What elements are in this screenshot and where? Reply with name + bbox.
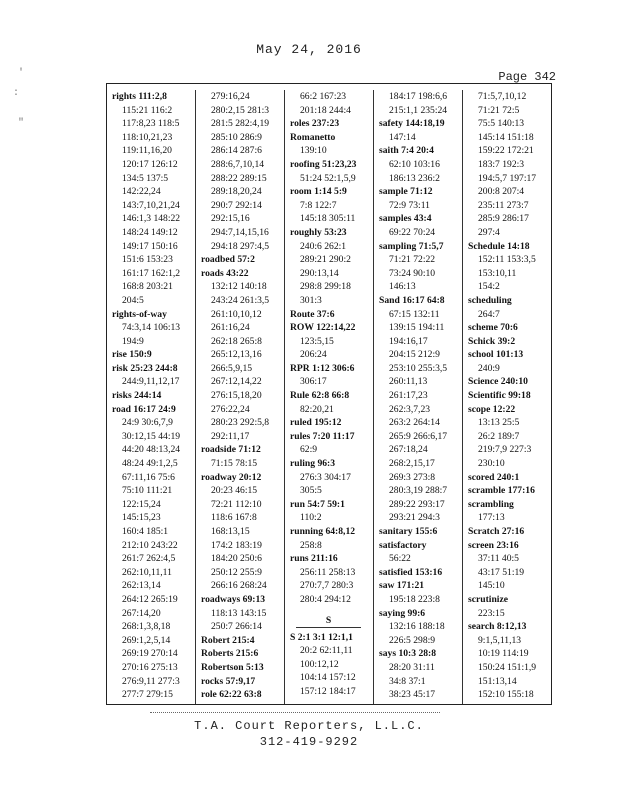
index-reference: 200:8 207:4 <box>478 186 525 198</box>
index-reference: 118:13 143:15 <box>211 607 267 619</box>
index-reference: 151:13,14 <box>478 675 517 687</box>
index-reference: 142:22,24 <box>122 186 161 198</box>
index-reference: 201:18 244:4 <box>300 104 351 116</box>
index-reference: 267:18,24 <box>389 444 428 456</box>
index-term: room 1:14 5:9 <box>290 186 347 198</box>
index-reference: 120:17 126:12 <box>122 158 178 170</box>
index-reference: 266:5,9,15 <box>211 362 253 374</box>
index-reference: 297:4 <box>478 226 500 238</box>
index-reference: 288:6,7,10,14 <box>211 158 265 170</box>
index-reference: 226:5 298:9 <box>389 634 436 646</box>
index-reference: 147:14 <box>389 131 416 143</box>
index-term: scheme 70:6 <box>468 322 518 334</box>
index-reference: 110:2 <box>300 512 322 524</box>
index-reference: 186:13 236:2 <box>389 172 440 184</box>
index-term: RPR 1:12 306:6 <box>290 362 355 374</box>
index-reference: 265:12,13,16 <box>211 349 262 361</box>
footer-company: T.A. Court Reporters, L.L.C. <box>194 719 424 733</box>
index-term: sanitary 155:6 <box>379 526 438 537</box>
index-reference: 292:11,17 <box>211 430 250 442</box>
index-reference: 279:16,24 <box>211 91 250 102</box>
index-reference: 258:8 <box>300 539 322 551</box>
index-reference: 261:16,24 <box>211 322 250 334</box>
index-term: Science 240:10 <box>468 376 528 388</box>
index-reference: 148:24 149:12 <box>122 226 178 238</box>
index-reference: 270:16 275:13 <box>122 661 178 673</box>
index-reference: 38:23 45:17 <box>389 689 436 701</box>
index-term: Romanetto <box>290 131 336 143</box>
index-term: scored 240:1 <box>468 471 520 483</box>
index-reference: 276:15,18,20 <box>211 390 262 402</box>
index-term: rise 150:9 <box>112 349 152 361</box>
index-term: Rule 62:8 66:8 <box>290 390 350 402</box>
index-reference: 7:8 122:7 <box>300 199 337 211</box>
index-term: running 64:8,12 <box>290 526 356 537</box>
index-column <box>463 90 551 704</box>
index-reference: 240:6 262:1 <box>300 240 347 252</box>
index-reference: 30:12,15 44:19 <box>122 430 181 442</box>
section-letter: S <box>296 615 361 628</box>
index-term: scheduling <box>468 294 512 306</box>
index-reference: 194:5,7 197:17 <box>478 172 537 184</box>
index-reference: 146:1,3 148:22 <box>122 213 181 225</box>
index-reference: 104:14 157:12 <box>300 672 356 684</box>
index-reference: 250:12 255:9 <box>211 566 262 578</box>
index-reference: 118:6 167:8 <box>211 512 257 524</box>
index-term: runs 211:16 <box>290 553 338 565</box>
index-term: rights-of-way <box>112 308 167 320</box>
index-reference: 305:5 <box>300 485 322 497</box>
index-reference: 267:14,20 <box>122 607 161 619</box>
index-reference: 72:21 112:10 <box>211 498 262 510</box>
index-reference: 204:15 212:9 <box>389 349 440 361</box>
index-term: rocks 57:9,17 <box>201 675 256 687</box>
index-term: scrutinize <box>468 593 508 605</box>
index-term: Schedule 14:18 <box>468 240 530 252</box>
index-reference: 289:21 290:2 <box>300 254 351 266</box>
index-term: samples 43:4 <box>379 213 432 225</box>
page-number: Page 342 <box>498 70 556 84</box>
index-reference: 71:21 72:5 <box>478 104 520 116</box>
index-reference: 280:3,19 288:7 <box>389 485 448 497</box>
index-term: Robertson 5:13 <box>201 661 264 673</box>
index-term: says 10:3 28:8 <box>379 648 437 660</box>
index-reference: 219:7,9 227:3 <box>478 444 532 456</box>
index-reference: 276:9,11 277:3 <box>122 675 180 687</box>
index-reference: 157:12 184:17 <box>300 685 356 697</box>
index-reference: 268:2,15,17 <box>389 458 435 470</box>
index-reference: 270:7,7 280:3 <box>300 580 354 592</box>
index-term: road 16:17 24:9 <box>112 403 176 415</box>
index-term: sample 71:12 <box>379 186 433 198</box>
index-reference: 280:23 292:5,8 <box>211 417 270 429</box>
index-reference: 267:12,14,22 <box>211 376 262 388</box>
index-reference: 143:7,10,21,24 <box>122 199 180 211</box>
index-reference: 230:10 <box>478 458 505 470</box>
index-reference: 250:7 266:14 <box>211 621 262 633</box>
index-reference: 281:5 282:4,19 <box>211 118 270 130</box>
index-reference: 264:12 265:19 <box>122 593 178 605</box>
index-reference: 269:3 273:8 <box>389 471 436 483</box>
index-reference: 194:16,17 <box>389 335 428 347</box>
index-term: scramble 177:16 <box>468 485 535 497</box>
index-term: Scratch 27:16 <box>468 526 525 537</box>
index-reference: 145:18 305:11 <box>300 213 356 225</box>
index-column <box>285 90 374 704</box>
index-reference: 289:18,20,24 <box>211 186 262 198</box>
index-reference: 159:22 172:21 <box>478 145 534 157</box>
index-term: Scientific 99:18 <box>468 390 531 402</box>
index-reference: 67:11,16 75:6 <box>122 471 175 483</box>
index-reference: 261:7 262:4,5 <box>122 553 176 565</box>
index-reference: 276:3 304:17 <box>300 471 351 483</box>
index-reference: 204:5 <box>122 294 144 306</box>
index-reference: 51:24 52:1,5,9 <box>300 172 356 184</box>
index-reference: 9:1,5,11,13 <box>478 634 522 646</box>
index-reference: 286:14 287:6 <box>211 145 262 157</box>
index-term: risks 244:14 <box>112 390 162 402</box>
index-reference: 74:3,14 106:13 <box>122 322 181 334</box>
index-reference: 67:15 132:11 <box>389 308 440 320</box>
index-reference: 13:13 25:5 <box>478 417 520 429</box>
index-term: scope 12:22 <box>468 403 516 415</box>
index-reference: 10:19 114:19 <box>478 648 529 660</box>
index-reference: 194:9 <box>122 335 144 347</box>
index-reference: 177:13 <box>478 512 505 524</box>
index-reference: 264:7 <box>478 308 500 320</box>
index-reference: 48:24 49:1,2,5 <box>122 458 178 470</box>
index-term: satisfied 153:16 <box>379 566 443 578</box>
index-term: S 2:1 3:1 12:1,1 <box>290 631 353 643</box>
index-term: Roberts 215:6 <box>201 648 259 660</box>
footer-divider <box>150 712 440 713</box>
index-reference: 262:13,14 <box>122 580 161 592</box>
index-reference: 215:1,1 235:24 <box>389 104 448 116</box>
index-reference: 285:9 286:17 <box>478 213 529 225</box>
index-term: ruling 96:3 <box>290 458 336 470</box>
index-reference: 261:17,23 <box>389 390 428 402</box>
index-reference: 160:4 185:1 <box>122 526 169 537</box>
index-reference: 256:11 258:13 <box>300 566 356 578</box>
index-reference: 75:5 140:13 <box>478 118 525 130</box>
margin-mark: ' <box>18 68 25 79</box>
index-reference: 301:3 <box>300 294 322 306</box>
index-reference: 262:18 265:8 <box>211 335 262 347</box>
index-reference: 244:9,11,12,17 <box>122 376 180 388</box>
index-term: saw 171:21 <box>379 580 425 592</box>
index-term: roadway 20:12 <box>201 471 262 483</box>
index-reference: 73:24 90:10 <box>389 267 436 279</box>
index-reference: 280:4 294:12 <box>300 593 351 605</box>
index-reference: 44:20 48:13,24 <box>122 444 181 456</box>
index-column <box>107 90 196 704</box>
index-term: ruled 195:12 <box>290 417 342 429</box>
index-reference: 37:11 40:5 <box>478 553 519 565</box>
index-term: risk 25:23 244:8 <box>112 362 178 374</box>
index-reference: 168:13,15 <box>211 526 250 537</box>
index-reference: 261:10,10,12 <box>211 308 262 320</box>
index-reference: 71:21 72:22 <box>389 254 436 266</box>
index-reference: 212:10 243:22 <box>122 539 178 551</box>
margin-mark: " <box>18 118 25 129</box>
index-term: scrambling <box>468 498 514 510</box>
index-reference: 146:13 <box>389 281 416 293</box>
index-reference: 122:15,24 <box>122 498 161 510</box>
index-reference: 235:11 273:7 <box>478 199 529 211</box>
index-reference: 134:5 137:5 <box>122 172 169 184</box>
index-term: school 101:13 <box>468 349 524 361</box>
index-reference: 153:10,11 <box>478 267 517 279</box>
index-reference: 132:12 140:18 <box>211 281 267 293</box>
index-term: roadbed 57:2 <box>201 254 255 266</box>
margin-mark: : <box>13 88 20 99</box>
header-date: May 24, 2016 <box>256 42 362 57</box>
index-reference: 253:10 255:3,5 <box>389 362 448 374</box>
index-reference: 75:10 111:21 <box>122 485 173 497</box>
index-reference: 269:19 270:14 <box>122 648 178 660</box>
index-reference: 168:8 203:21 <box>122 281 173 293</box>
index-reference: 123:5,15 <box>300 335 334 347</box>
index-reference: 276:22,24 <box>211 403 250 415</box>
index-term: roofing 51:23,23 <box>290 158 357 170</box>
index-reference: 151:6 153:23 <box>122 254 173 266</box>
index-reference: 145:15,23 <box>122 512 161 524</box>
index-reference: 195:18 223:8 <box>389 593 440 605</box>
index-reference: 184:20 250:6 <box>211 553 262 565</box>
index-term: satisfactory <box>379 539 427 551</box>
index-term: rights 111:2,8 <box>112 91 167 102</box>
index-reference: 240:9 <box>478 362 500 374</box>
index-term: sampling 71:5,7 <box>379 240 444 252</box>
index-reference: 161:17 162:1,2 <box>122 267 181 279</box>
index-reference: 292:15,16 <box>211 213 250 225</box>
index-reference: 294:7,14,15,16 <box>211 226 269 238</box>
index-reference: 290:7 292:14 <box>211 199 262 211</box>
index-term: roadways 69:13 <box>201 593 266 605</box>
index-reference: 265:9 266:6,17 <box>389 430 448 442</box>
index-reference: 298:8 299:18 <box>300 281 351 293</box>
index-reference: 115:21 116:2 <box>122 104 173 116</box>
index-term: saith 7:4 20:4 <box>379 145 434 157</box>
index-reference: 20:2 62:11,11 <box>300 645 353 657</box>
index-term: roughly 53:23 <box>290 226 347 238</box>
index-reference: 26:2 189:7 <box>478 430 520 442</box>
index-reference: 66:2 167:23 <box>300 91 347 102</box>
word-index-table <box>106 83 552 705</box>
index-term: Schick 39:2 <box>468 335 516 347</box>
index-reference: 118:10,21,23 <box>122 131 173 143</box>
index-reference: 206:24 <box>300 349 327 361</box>
index-reference: 243:24 261:3,5 <box>211 294 270 306</box>
index-reference: 43:17 51:19 <box>478 566 525 578</box>
index-reference: 82:20,21 <box>300 403 334 415</box>
index-reference: 24:9 30:6,7,9 <box>122 417 173 429</box>
index-reference: 262:10,11,11 <box>122 566 172 578</box>
index-reference: 263:2 264:14 <box>389 417 440 429</box>
index-reference: 277:7 279:15 <box>122 689 173 701</box>
index-reference: 72:9 73:11 <box>389 199 430 211</box>
index-reference: 154:2 <box>478 281 500 293</box>
index-reference: 149:17 150:16 <box>122 240 178 252</box>
index-term: search 8:12,13 <box>468 621 527 633</box>
index-reference: 69:22 70:24 <box>389 226 436 238</box>
index-term: ROW 122:14,22 <box>290 322 356 334</box>
index-reference: 100:12,12 <box>300 658 339 670</box>
index-reference: 119:11,16,20 <box>122 145 172 157</box>
index-reference: 294:18 297:4,5 <box>211 240 270 252</box>
index-reference: 288:22 289:15 <box>211 172 267 184</box>
index-reference: 28:20 31:11 <box>389 661 435 673</box>
index-reference: 262:3,7,23 <box>389 403 431 415</box>
index-term: saying 99:6 <box>379 607 426 619</box>
index-reference: 132:16 188:18 <box>389 621 445 633</box>
index-reference: 223:15 <box>478 607 505 619</box>
index-reference: 289:22 293:17 <box>389 498 445 510</box>
index-term: role 62:22 63:8 <box>201 689 262 701</box>
index-term: run 54:7 59:1 <box>290 498 345 510</box>
index-reference: 174:2 183:19 <box>211 539 262 551</box>
index-reference: 139:15 194:11 <box>389 322 445 334</box>
index-reference: 184:17 198:6,6 <box>389 91 448 102</box>
index-term: safety 144:18,19 <box>379 118 445 130</box>
index-reference: 260:11,13 <box>389 376 428 388</box>
index-column <box>196 90 285 704</box>
index-reference: 62:9 <box>300 444 318 456</box>
index-reference: 20:23 46:15 <box>211 485 258 497</box>
index-term: roles 237:23 <box>290 118 340 130</box>
index-reference: 152:11 153:3,5 <box>478 254 536 266</box>
index-reference: 62:10 103:16 <box>389 158 440 170</box>
index-reference: 183:7 192:3 <box>478 158 525 170</box>
index-reference: 71:15 78:15 <box>211 458 258 470</box>
index-reference: 139:10 <box>300 145 327 157</box>
index-term: Sand 16:17 64:8 <box>379 294 445 306</box>
index-term: screen 23:16 <box>468 539 519 551</box>
footer-phone: 312-419-9292 <box>259 735 359 749</box>
index-term: roadside 71:12 <box>201 444 261 456</box>
index-reference: 290:13,14 <box>300 267 339 279</box>
index-reference: 269:1,2,5,14 <box>122 634 171 646</box>
index-reference: 268:1,3,8,18 <box>122 621 171 633</box>
index-reference: 145:14 151:18 <box>478 131 534 143</box>
index-reference: 285:10 286:9 <box>211 131 262 143</box>
index-reference: 280:2,15 281:3 <box>211 104 270 116</box>
index-reference: 150:24 151:1,9 <box>478 661 537 673</box>
index-term: Route 37:6 <box>290 308 335 320</box>
index-reference: 71:5,7,10,12 <box>478 91 527 102</box>
index-column <box>374 90 463 704</box>
index-reference: 34:8 37:1 <box>389 675 426 687</box>
index-reference: 293:21 294:3 <box>389 512 440 524</box>
index-term: Robert 215:4 <box>201 634 255 646</box>
index-reference: 145:10 <box>478 580 505 592</box>
index-reference: 306:17 <box>300 376 327 388</box>
index-reference: 117:8,23 118:5 <box>122 118 180 130</box>
index-term: rules 7:20 11:17 <box>290 430 355 442</box>
index-reference: 266:16 268:24 <box>211 580 267 592</box>
index-reference: 152:10 155:18 <box>478 689 534 701</box>
index-term: roads 43:22 <box>201 267 249 279</box>
index-reference: 56:22 <box>389 553 411 565</box>
